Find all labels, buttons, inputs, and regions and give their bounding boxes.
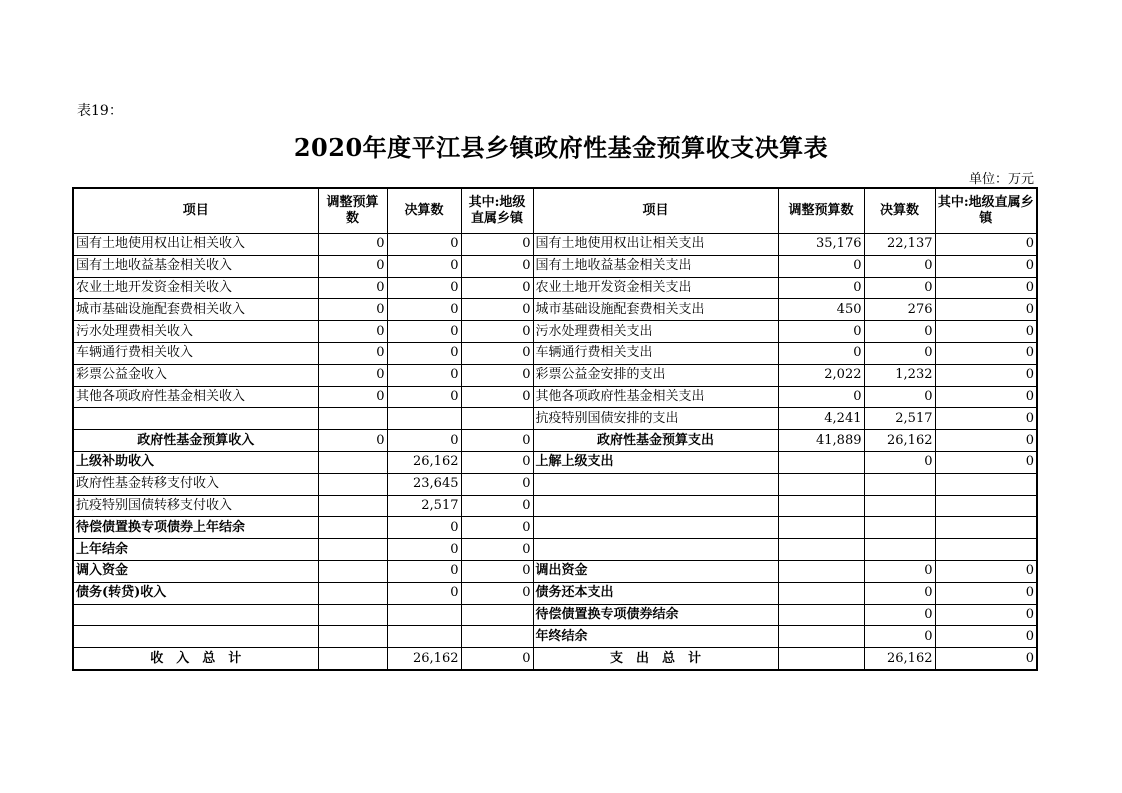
table-row: [73, 582, 1037, 604]
right-item-cell: 其他各项政府性基金相关支出: [533, 386, 778, 408]
table-row: [73, 299, 1037, 321]
header-right-adjusted: 调整预算数: [778, 188, 864, 234]
left-adjusted-cell: [318, 604, 387, 626]
right-direct-cell: 0: [935, 386, 1037, 408]
left-direct-cell: 0: [461, 582, 533, 604]
left-adjusted-cell: 0: [318, 342, 387, 364]
left-direct-cell: 0: [461, 495, 533, 517]
left-direct-cell: 0: [461, 364, 533, 386]
right-final-cell: 0: [864, 560, 935, 582]
left-adjusted-cell: [318, 560, 387, 582]
left-item-cell: 上级补助收入: [73, 451, 318, 473]
header-right-item: 项目: [533, 188, 778, 234]
right-final-cell: 1,232: [864, 364, 935, 386]
left-direct-cell: 0: [461, 342, 533, 364]
left-direct-cell: 0: [461, 473, 533, 495]
right-adjusted-cell: [778, 495, 864, 517]
page-title: 2020年度平江县乡镇政府性基金预算收支决算表: [293, 133, 829, 162]
table-row: [73, 517, 1037, 539]
left-final-cell: 0: [387, 364, 461, 386]
right-final-cell: 26,162: [864, 430, 935, 452]
right-item-cell: 抗疫特别国债安排的支出: [533, 408, 778, 430]
left-adjusted-cell: [318, 626, 387, 648]
left-final-cell: 0: [387, 517, 461, 539]
right-adjusted-cell: [778, 604, 864, 626]
table-row: [73, 604, 1037, 626]
header-left-final: 决算数: [387, 188, 461, 234]
right-direct-cell: 0: [935, 582, 1037, 604]
left-item-cell: 国有土地使用权出让相关收入: [73, 234, 318, 256]
left-adjusted-cell: [318, 495, 387, 517]
right-direct-cell: 0: [935, 430, 1037, 452]
right-adjusted-cell: 35,176: [778, 234, 864, 256]
header-left-direct: 其中:地级直属乡镇: [461, 188, 533, 234]
right-direct-cell: 0: [935, 364, 1037, 386]
table-row: [73, 386, 1037, 408]
table-row: [73, 648, 1037, 670]
left-direct-cell: 0: [461, 517, 533, 539]
left-final-cell: 26,162: [387, 648, 461, 670]
left-final-cell: 0: [387, 386, 461, 408]
right-direct-cell: 0: [935, 234, 1037, 256]
right-item-cell: 污水处理费相关支出: [533, 321, 778, 343]
right-adjusted-cell: [778, 451, 864, 473]
right-adjusted-cell: [778, 517, 864, 539]
right-item-cell: 国有土地收益基金相关支出: [533, 255, 778, 277]
left-adjusted-cell: [318, 648, 387, 670]
left-final-cell: 23,645: [387, 473, 461, 495]
left-adjusted-cell: 0: [318, 364, 387, 386]
left-adjusted-cell: [318, 539, 387, 561]
left-adjusted-cell: [318, 451, 387, 473]
left-final-cell: 0: [387, 560, 461, 582]
right-direct-cell: 0: [935, 299, 1037, 321]
table-row: [73, 539, 1037, 561]
right-adjusted-cell: 450: [778, 299, 864, 321]
left-item-cell: 待偿债置换专项债券上年结余: [73, 517, 318, 539]
header-left-item: 项目: [73, 188, 318, 234]
left-item-cell: 其他各项政府性基金相关收入: [73, 386, 318, 408]
right-final-cell: [864, 473, 935, 495]
right-direct-cell: 0: [935, 408, 1037, 430]
right-final-cell: 0: [864, 342, 935, 364]
left-direct-cell: 0: [461, 299, 533, 321]
table-row: [73, 473, 1037, 495]
left-adjusted-cell: 0: [318, 277, 387, 299]
right-final-cell: 0: [864, 451, 935, 473]
left-item-cell: 收 入 总 计: [73, 648, 318, 670]
left-direct-cell: 0: [461, 255, 533, 277]
left-adjusted-cell: 0: [318, 255, 387, 277]
right-adjusted-cell: 0: [778, 255, 864, 277]
table-row: [73, 255, 1037, 277]
left-final-cell: 0: [387, 299, 461, 321]
table-row: [73, 430, 1037, 452]
right-item-cell: 车辆通行费相关支出: [533, 342, 778, 364]
left-direct-cell: [461, 604, 533, 626]
left-direct-cell: 0: [461, 386, 533, 408]
left-item-cell: [73, 626, 318, 648]
right-direct-cell: 0: [935, 342, 1037, 364]
left-direct-cell: 0: [461, 648, 533, 670]
left-direct-cell: [461, 408, 533, 430]
right-item-cell: [533, 517, 778, 539]
right-adjusted-cell: [778, 560, 864, 582]
left-final-cell: [387, 408, 461, 430]
unit-label: 单位：万元: [968, 172, 1034, 187]
right-direct-cell: 0: [935, 648, 1037, 670]
left-item-cell: 城市基础设施配套费相关收入: [73, 299, 318, 321]
left-final-cell: 0: [387, 582, 461, 604]
right-item-cell: 城市基础设施配套费相关支出: [533, 299, 778, 321]
right-adjusted-cell: 4,241: [778, 408, 864, 430]
right-direct-cell: 0: [935, 321, 1037, 343]
right-direct-cell: [935, 473, 1037, 495]
right-direct-cell: 0: [935, 604, 1037, 626]
left-item-cell: [73, 408, 318, 430]
left-adjusted-cell: 0: [318, 321, 387, 343]
left-adjusted-cell: [318, 582, 387, 604]
right-item-cell: 债务还本支出: [533, 582, 778, 604]
right-direct-cell: 0: [935, 560, 1037, 582]
left-direct-cell: 0: [461, 560, 533, 582]
right-adjusted-cell: [778, 626, 864, 648]
left-direct-cell: 0: [461, 234, 533, 256]
left-final-cell: 2,517: [387, 495, 461, 517]
table-row: [73, 495, 1037, 517]
left-adjusted-cell: [318, 517, 387, 539]
left-item-cell: 国有土地收益基金相关收入: [73, 255, 318, 277]
left-item-cell: 车辆通行费相关收入: [73, 342, 318, 364]
left-item-cell: 农业土地开发资金相关收入: [73, 277, 318, 299]
right-final-cell: [864, 495, 935, 517]
right-adjusted-cell: 0: [778, 342, 864, 364]
table-row: [73, 277, 1037, 299]
right-item-cell: [533, 473, 778, 495]
right-final-cell: 276: [864, 299, 935, 321]
table-row: [73, 560, 1037, 582]
right-final-cell: 0: [864, 604, 935, 626]
right-adjusted-cell: 0: [778, 277, 864, 299]
right-adjusted-cell: 0: [778, 321, 864, 343]
left-adjusted-cell: [318, 408, 387, 430]
left-item-cell: 政府性基金预算收入: [73, 430, 318, 452]
right-final-cell: 0: [864, 582, 935, 604]
right-adjusted-cell: [778, 648, 864, 670]
right-direct-cell: 0: [935, 626, 1037, 648]
table-row: [73, 234, 1037, 256]
left-final-cell: 0: [387, 234, 461, 256]
table-row: [73, 408, 1037, 430]
right-final-cell: 22,137: [864, 234, 935, 256]
left-item-cell: 政府性基金转移支付收入: [73, 473, 318, 495]
right-adjusted-cell: [778, 539, 864, 561]
right-final-cell: 2,517: [864, 408, 935, 430]
left-adjusted-cell: 0: [318, 430, 387, 452]
right-item-cell: 政府性基金预算支出: [533, 430, 778, 452]
table-row: [73, 342, 1037, 364]
left-item-cell: 污水处理费相关收入: [73, 321, 318, 343]
right-item-cell: [533, 495, 778, 517]
budget-table: [72, 187, 1038, 671]
right-final-cell: 0: [864, 255, 935, 277]
header-row: [73, 188, 1037, 234]
table-row: [73, 321, 1037, 343]
left-final-cell: 0: [387, 321, 461, 343]
left-final-cell: 0: [387, 277, 461, 299]
right-item-cell: 调出资金: [533, 560, 778, 582]
right-final-cell: [864, 517, 935, 539]
table-row: [73, 626, 1037, 648]
left-adjusted-cell: 0: [318, 299, 387, 321]
left-direct-cell: 0: [461, 277, 533, 299]
header-right-direct: 其中:地级直属乡镇: [935, 188, 1037, 234]
table-row: [73, 451, 1037, 473]
left-final-cell: [387, 626, 461, 648]
table-row: [73, 364, 1037, 386]
right-final-cell: 0: [864, 321, 935, 343]
right-direct-cell: [935, 517, 1037, 539]
right-direct-cell: 0: [935, 451, 1037, 473]
left-direct-cell: 0: [461, 539, 533, 561]
right-direct-cell: [935, 539, 1037, 561]
right-final-cell: 0: [864, 386, 935, 408]
right-direct-cell: 0: [935, 277, 1037, 299]
left-final-cell: 0: [387, 342, 461, 364]
left-direct-cell: 0: [461, 430, 533, 452]
right-adjusted-cell: 2,022: [778, 364, 864, 386]
left-final-cell: 0: [387, 255, 461, 277]
right-item-cell: 年终结余: [533, 626, 778, 648]
right-item-cell: 彩票公益金安排的支出: [533, 364, 778, 386]
left-item-cell: 彩票公益金收入: [73, 364, 318, 386]
left-direct-cell: 0: [461, 321, 533, 343]
right-adjusted-cell: [778, 473, 864, 495]
right-item-cell: 农业土地开发资金相关支出: [533, 277, 778, 299]
left-final-cell: 26,162: [387, 451, 461, 473]
right-item-cell: 上解上级支出: [533, 451, 778, 473]
left-item-cell: 调入资金: [73, 560, 318, 582]
left-adjusted-cell: [318, 473, 387, 495]
right-adjusted-cell: 41,889: [778, 430, 864, 452]
right-final-cell: 26,162: [864, 648, 935, 670]
right-final-cell: [864, 539, 935, 561]
left-adjusted-cell: 0: [318, 386, 387, 408]
left-item-cell: 债务(转贷)收入: [73, 582, 318, 604]
left-direct-cell: [461, 626, 533, 648]
table-number: 表19：: [77, 103, 123, 119]
left-final-cell: [387, 604, 461, 626]
right-item-cell: [533, 539, 778, 561]
left-item-cell: 上年结余: [73, 539, 318, 561]
right-item-cell: 国有土地使用权出让相关支出: [533, 234, 778, 256]
right-direct-cell: 0: [935, 255, 1037, 277]
right-adjusted-cell: [778, 582, 864, 604]
left-item-cell: 抗疫特别国债转移支付收入: [73, 495, 318, 517]
right-final-cell: 0: [864, 626, 935, 648]
left-final-cell: 0: [387, 430, 461, 452]
right-item-cell: 支 出 总 计: [533, 648, 778, 670]
right-direct-cell: [935, 495, 1037, 517]
left-final-cell: 0: [387, 539, 461, 561]
left-adjusted-cell: 0: [318, 234, 387, 256]
right-item-cell: 待偿债置换专项债券结余: [533, 604, 778, 626]
left-item-cell: [73, 604, 318, 626]
right-final-cell: 0: [864, 277, 935, 299]
header-right-final: 决算数: [864, 188, 935, 234]
left-direct-cell: 0: [461, 451, 533, 473]
right-adjusted-cell: 0: [778, 386, 864, 408]
header-left-adjusted: 调整预算数: [318, 188, 387, 234]
